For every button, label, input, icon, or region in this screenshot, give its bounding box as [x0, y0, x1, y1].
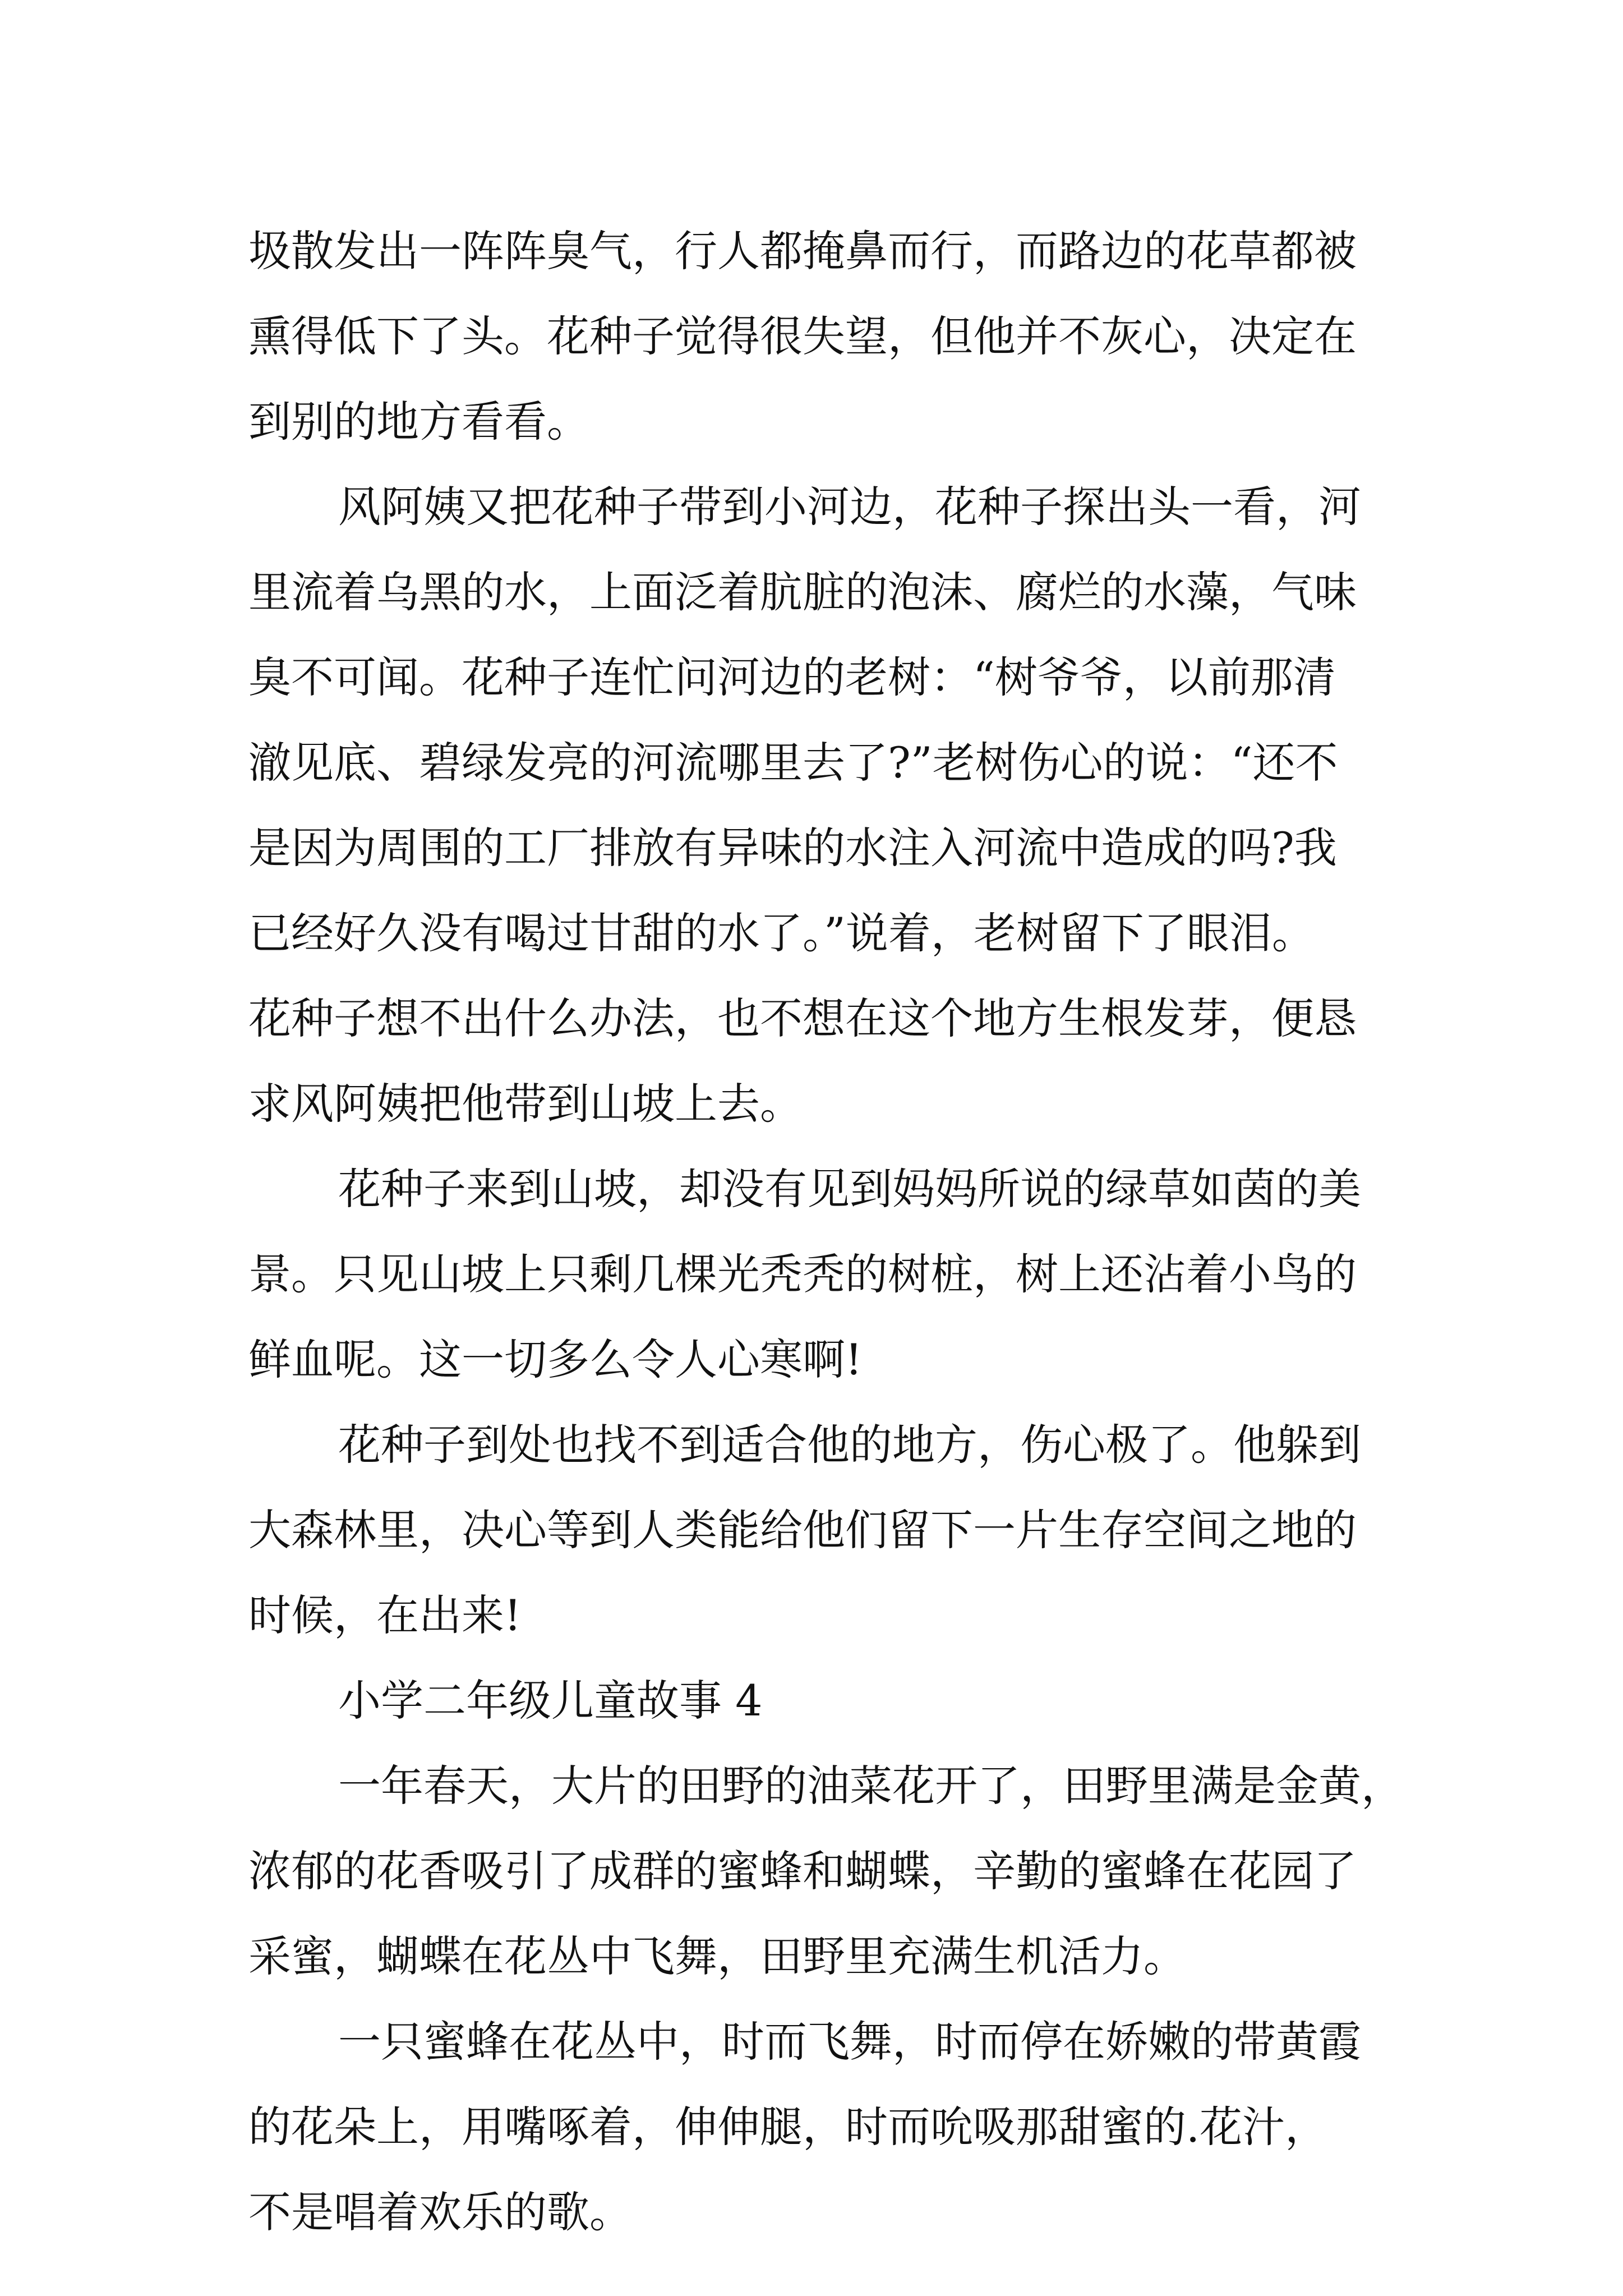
text-line: 景。只见山坡上只剩几棵光秃秃的树桩，树上还沾着小鸟的 — [248, 1249, 1357, 1299]
text-line: 时候，在出来! — [248, 1590, 522, 1640]
text-line: 的花朵上，用嘴啄着，伸伸腿，时而吮吸那甜蜜的.花汁， — [248, 2102, 1328, 2152]
text-line: 求风阿姨把他带到山坡上去。 — [248, 1079, 803, 1129]
text-line: 圾散发出一阵阵臭气，行人都掩鼻而行，而路边的花草都被 — [248, 226, 1357, 276]
text-line: 已经好久没有喝过甘甜的水了。”说着，老树留下了眼泪。 — [248, 908, 1315, 958]
text-line: 熏得低下了头。花种子觉得很失望，但他并不灰心，决定在 — [248, 311, 1357, 361]
text-line: 臭不可闻。花种子连忙问河边的老树：“树爷爷，以前那清 — [248, 652, 1336, 702]
story-text — [248, 209, 1404, 2255]
text-line: 一只蜜蜂在花丛中，时而飞舞，时而停在娇嫩的带黄霞 — [338, 2017, 1361, 2067]
text-line: 澈见底、碧绿发亮的河流哪里去了?”老树伤心的说：“还不 — [248, 738, 1338, 788]
text-line: 采蜜，蝴蝶在花丛中飞舞，田野里充满生机活力。 — [248, 1931, 1186, 1981]
text-line: 浓郁的花香吸引了成群的蜜蜂和蝴蝶，辛勤的蜜蜂在花园了 — [248, 1846, 1357, 1896]
text-line: 一年春天，大片的田野的油菜花开了，田野里满是金黄， — [338, 1761, 1404, 1811]
text-line: 里流着乌黑的水，上面泛着肮脏的泡沫、腐烂的水藻，气味 — [248, 567, 1357, 617]
text-line: 花种子想不出什么办法，也不想在这个地方生根发芽，便恳 — [248, 993, 1357, 1043]
text-line: 大森林里，决心等到人类能给他们留下一片生存空间之地的 — [248, 1505, 1357, 1555]
text-line: 不是唱着欢乐的歌。 — [248, 2187, 632, 2237]
text-line: 花种子来到山坡，却没有见到妈妈所说的绿草如茵的美 — [338, 1164, 1361, 1214]
section-heading: 小学二年级儿童故事 4 — [338, 1676, 763, 1726]
text-line: 到别的地方看看。 — [248, 397, 589, 447]
text-line: 风阿姨又把花种子带到小河边，花种子探出头一看，河 — [338, 482, 1361, 532]
text-line: 是因为周围的工厂排放有异味的水注入河流中造成的吗?我 — [248, 823, 1337, 873]
text-line: 鲜血呢。这一切多么令人心寒啊! — [248, 1335, 863, 1384]
text-line: 花种子到处也找不到适合他的地方，伤心极了。他躲到 — [338, 1420, 1361, 1470]
